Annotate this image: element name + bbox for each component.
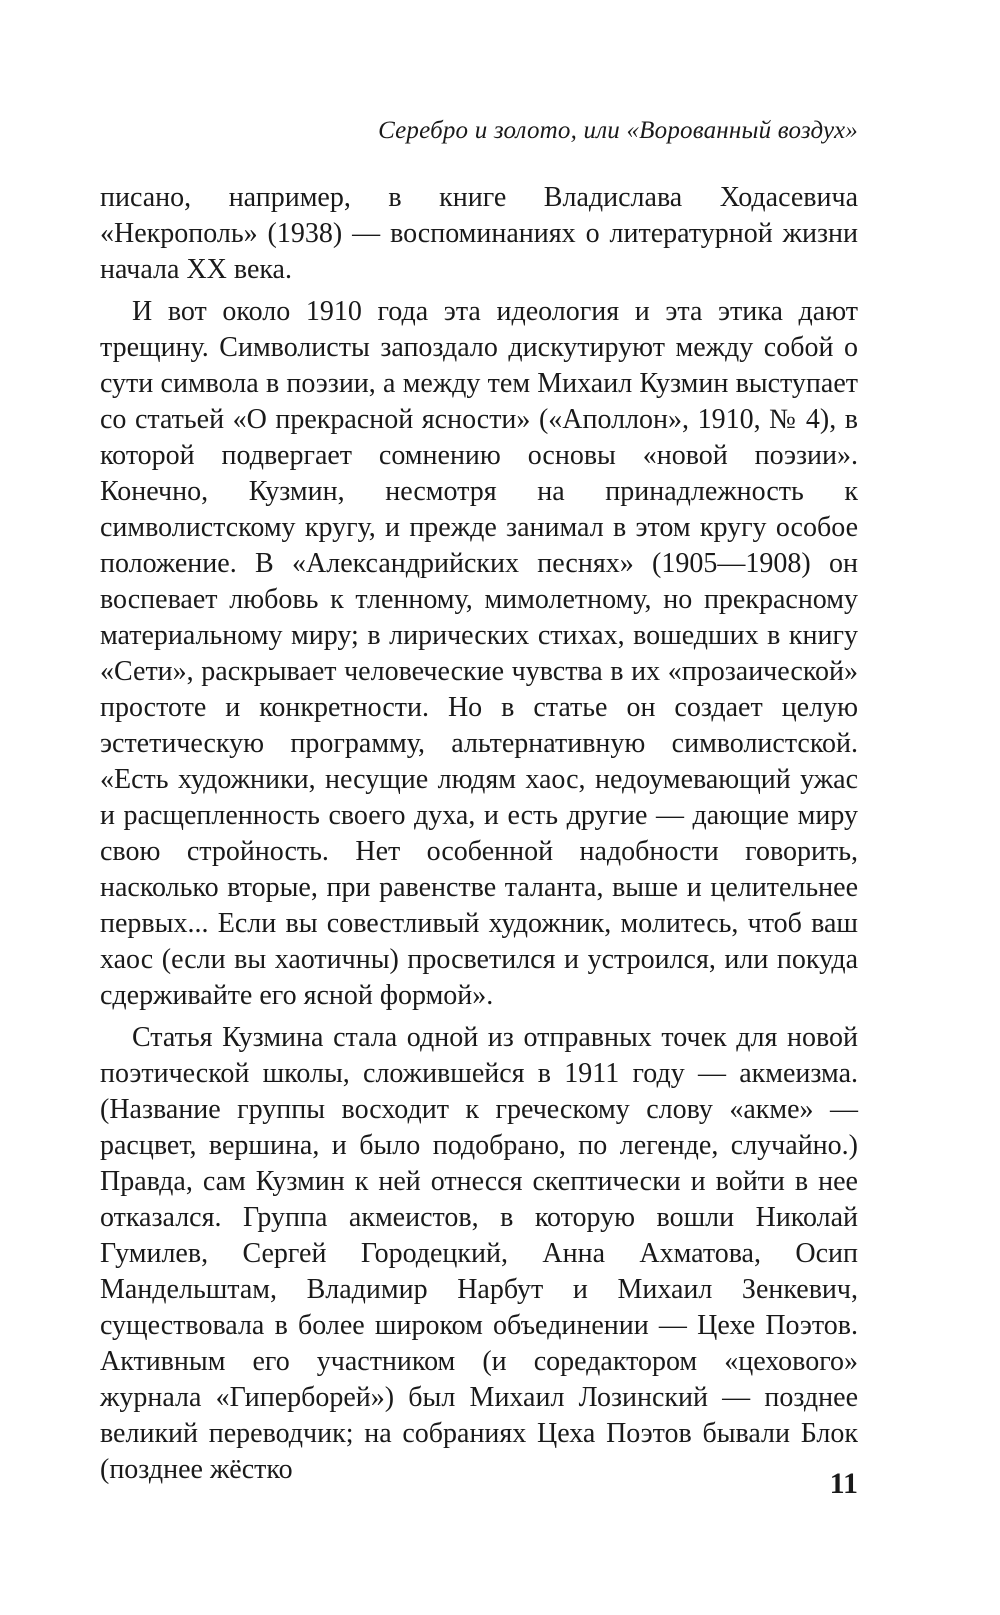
paragraph-kuzmin-article: И вот около 1910 года эта идеология и эта этика дают трещину. Символисты запоздало дискутируют между собой о сути символа в поэзии, а между тем Михаил Кузмин выступает со статьей «О прекрасной ясности» («Аполлон», 1910, № 4), в которой подвергает сомнению основы «новой поэзии». Конечно, Кузмин, несмотря на принадлежность к символистскому кругу, и прежде занимал в этом кругу особое положение. В «Александрийских песнях» (1905—1908) он воспевает любовь к тленному, мимолетному, но прекрасному материальному миру; в лирических стихах, вошедших в книгу «Сети», раскрывает человеческие чувства в их «прозаической» простоте и конкретности. Но в статье он создает целую эстетическую программу, альтернативную символистской. «Есть художники, несущие людям хаос, недоумевающий ужас и расщепленность своего духа, и есть другие — дающие миру свою стройность. Нет особенной надобности говорить, насколько вторые, при равенстве таланта, выше и целительнее первых... Если вы совестливый художник, молитесь, чтоб ваш хаос (если вы хаотичны) просветился и устроился, или покуда сдерживайте его ясной формой». — [100, 296, 858, 1011]
running-header: Серебро и золото, или «Ворованный воздух» — [378, 117, 858, 144]
page-number: 11 — [829, 1467, 858, 1500]
paragraph-continuation: писано, например, в книге Владислава Ходасевича «Некрополь» (1938) — воспоминаниях о литературной жизни начала XX века. — [100, 182, 858, 285]
body-text — [100, 180, 858, 1488]
paragraph-acmeism: Статья Кузмина стала одной из отправных точек для новой поэтической школы, сложившейся в 1911 году — акмеизма. (Название группы восходит к греческому слову «акме» — расцвет, вершина, и было подобрано, по легенде, случайно.) Правда, сам Кузмин к ней отнесся скептически и войти в нее отказался. Группа акмеистов, в которую вошли Николай Гумилев, Сергей Городецкий, Анна Ахматова, Осип Мандельштам, Владимир Нарбут и Михаил Зенкевич, существовала в более широком объединении — Цехе Поэтов. Активным его участником (и соредактором «цехового» журнала «Гиперборей») был Михаил Лозинский — позднее великий переводчик; на собраниях Цеха Поэтов бывали Блок (позднее жёстко — [100, 1022, 858, 1485]
